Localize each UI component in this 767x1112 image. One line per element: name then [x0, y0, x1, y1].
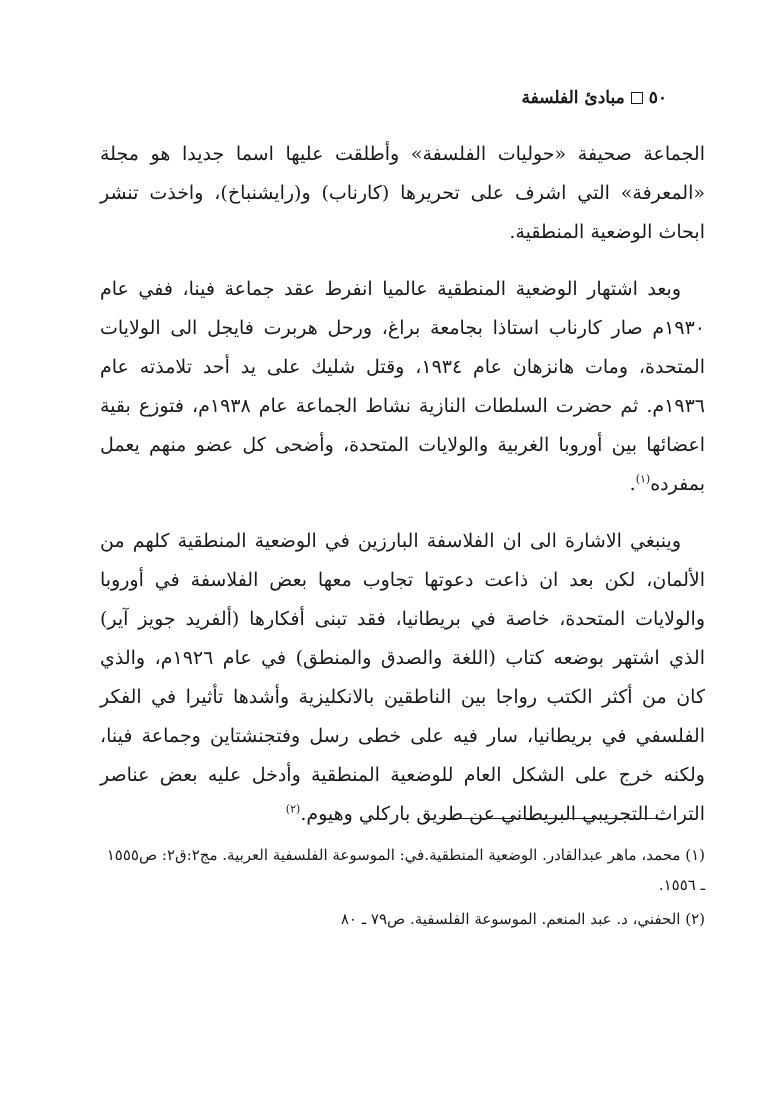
- paragraph-1-text: الجماعة صحيفة «حوليات الفلسفة» وأطلقت عليها اسما جديدا هو مجلة «المعرفة» التي اشرف على تحريرها (كارناب) و(رايشنباخ)، واخذت تنشر ابحاث الوضعية المنطقية.: [100, 143, 705, 243]
- footnote-divider: [439, 818, 667, 819]
- footnote-2: (٢) الحفني، د. عبد المنعم. الموسوعة الفلسفية. ص٧٩ ـ ٨٠: [340, 910, 705, 928]
- footnote-ref-1[interactable]: (١): [635, 472, 651, 486]
- paragraph-3-text: وينبغي الاشارة الى ان الفلاسفة البارزين في الوضعية المنطقية كلهم من الألمان، لكن بعد ان ذاعت دعوتها تجاوب معها بعض الفلاسفة في أوروبا والولايات المتحدة، خاصة في بريطانيا، فقد تبنى أفكارها (ألفريد جويز آير) الذي اشتهر بوضعه كتاب (اللغة والصدق والمنطق) في عام ١٩٢٦م، والذي كان من أكثر الكتب رواجا بين الناطقين بالانكليزية وأشدها تأثيرا في الفكر الفلسفي في بريطانيا، سار فيه على خطى رسل وفتجنشتاين وجماعة فينا، ولكنه خرج على الشكل العام للوضعية المنطقية وأدخل عليه بعض عناصر التراث التجريبي البريطاني عن طريق باركلي وهيوم.: [100, 530, 705, 825]
- footnote-1: (١) محمد، ماهر عبدالقادر. الوضعية المنطقية.في: الموسوعة الفلسفية العربية. مج٢:ق٢: ص١٥٥٥ ـ ١٥٥٦.: [106, 846, 705, 894]
- page-header: [522, 88, 668, 108]
- footnotes: [100, 840, 705, 938]
- page-number: ٥٠: [648, 88, 667, 108]
- running-title: مبادئ الفلسفة: [521, 88, 625, 108]
- square-bullet-icon: [631, 92, 643, 104]
- paragraph-3: [100, 522, 705, 834]
- main-text: [100, 135, 705, 852]
- paragraph-2-text: وبعد اشتهار الوضعية المنطقية عالميا انفرط عقد جماعة فينا، ففي عام ١٩٣٠م صار كارناب استاذا بجامعة براغ، ورحل هربرت فايجل الى الولايات المتحدة، ومات هانزهان عام ١٩٣٤، وقتل شليك على يد أحد تلامذته عام ١٩٣٦م. ثم حضرت السلطات النازية نشاط الجماعة عام ١٩٣٨م، فتوزع بقية اعضائها بين أوروبا الغربية والولايات المتحدة، وأضحى كل عضو منهم يعمل بمفرده: [100, 278, 705, 495]
- footnote-ref-2[interactable]: (٢): [285, 802, 301, 816]
- paragraph-2: وبعد اشتهار الوضعية المنطقية عالميا انفرط عقد جماعة فينا، ففي عام ١٩٣٠م صار كارناب استاذا بجامعة براغ، ورحل هربرت فايجل الى الولايات المتحدة، ومات هانزهان عام ١٩٣٤، وقتل شليك على يد أحد تلامذته عام ١٩٣٦م. ثم حضرت السلطات النازية نشاط الجماعة عام ١٩٣٨م، فتوزع بقية اعضائها بين أوروبا الغربية والولايات المتحدة، وأضحى كل عضو منهم يعمل بمفرده$^{(١)}$.: [100, 278, 705, 495]
- paragraph-1: [100, 135, 705, 252]
